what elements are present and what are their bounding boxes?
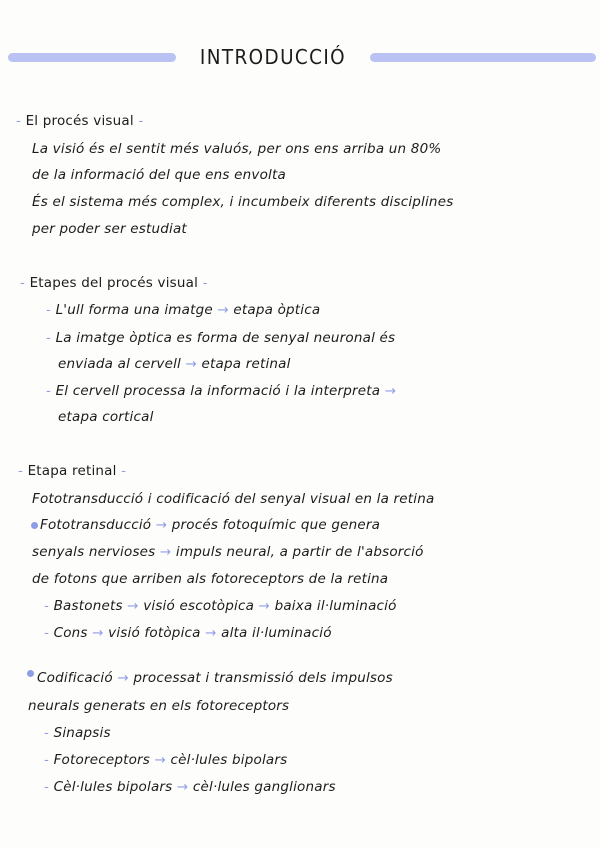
arrow-icon: → — [87, 625, 109, 641]
text-line — [40, 516, 380, 534]
text-line: Fototransducció i codificació del senyal visual en la retina — [32, 491, 435, 507]
section-header-proces — [16, 112, 143, 130]
section-header-retinal — [18, 462, 126, 480]
header-text: Etapa retinal — [27, 463, 117, 479]
arrow-icon: → — [172, 779, 193, 795]
bullet-dot-icon — [27, 670, 34, 677]
item-text: El cervell processa la informació i la interpreta — [55, 383, 381, 399]
text-line: neurals generats en els fotoreceptors — [28, 698, 290, 714]
item-text: Cèl·lules bipolars — [53, 779, 173, 795]
arrow-icon: → — [254, 598, 275, 614]
list-item — [44, 751, 287, 769]
dash-mark: - — [46, 330, 56, 346]
list-item — [46, 382, 396, 400]
dash-mark: - — [44, 752, 54, 768]
text-line: de fotons que arriben als fotoreceptors de la retina — [32, 571, 389, 587]
dash-mark: - — [46, 302, 56, 318]
bullet-dot-icon — [31, 522, 38, 529]
item-text: etapa òptica — [233, 302, 321, 318]
header-text: Etapes del procés visual — [29, 275, 199, 291]
list-item-continued: etapa cortical — [58, 409, 154, 425]
list-item — [44, 624, 332, 642]
arrow-icon: → — [200, 625, 222, 641]
item-text: visió fotòpica — [108, 625, 201, 641]
item-text: Bastonets — [53, 598, 123, 614]
dash-mark: - — [133, 113, 144, 129]
list-item — [46, 329, 395, 347]
text-line: La visió és el sentit més valuós, per ons ens arriba un 80% — [32, 141, 442, 157]
arrow-icon: → — [112, 670, 134, 686]
dash-mark: - — [46, 383, 56, 399]
item-text: senyals nervioses — [32, 544, 156, 560]
title-underline-right — [370, 53, 596, 62]
item-text: cèl·lules bipolars — [170, 752, 288, 768]
dash-mark: - — [20, 275, 30, 291]
item-text: etapa retinal — [201, 356, 291, 372]
item-text: Sinapsis — [53, 725, 111, 741]
arrow-icon: → — [380, 383, 397, 399]
header-text: El procés visual — [25, 113, 134, 129]
text-line — [32, 543, 424, 561]
text-line — [37, 669, 393, 687]
dash-mark: - — [198, 275, 208, 291]
item-text: Cons — [53, 625, 88, 641]
item-text: enviada al cervell — [58, 356, 181, 372]
item-text: L'ull forma una imatge — [55, 302, 213, 318]
arrow-icon: → — [181, 356, 202, 372]
dash-mark: - — [116, 463, 127, 479]
arrow-icon: → — [122, 598, 144, 614]
item-text: impuls neural, a partir de l'absorció — [175, 544, 424, 560]
dash-mark: - — [44, 625, 54, 641]
section-header-etapes — [20, 274, 208, 292]
item-text: visió escotòpica — [143, 598, 255, 614]
list-item — [46, 301, 320, 319]
item-text: alta il·luminació — [221, 625, 332, 641]
dash-mark: - — [44, 725, 54, 741]
arrow-icon: → — [150, 752, 171, 768]
arrow-icon: → — [155, 544, 176, 560]
title-underline-left — [8, 53, 176, 62]
page-title: INTRODUCCIÓ — [199, 45, 347, 69]
arrow-icon: → — [212, 302, 234, 318]
text-line: per poder ser estudiat — [32, 221, 187, 237]
item-text: baixa il·luminació — [274, 598, 397, 614]
text-line: de la informació del que ens envolta — [32, 167, 286, 183]
dash-mark: - — [44, 779, 54, 795]
dash-mark: - — [16, 113, 26, 129]
text-line: És el sistema més complex, i incumbeix diferents disciplines — [32, 194, 454, 210]
list-item-continued — [58, 355, 291, 373]
list-item — [44, 724, 111, 742]
item-text: processat i transmissió dels impulsos — [133, 670, 393, 686]
item-text: cèl·lules ganglionars — [192, 779, 336, 795]
dash-mark: - — [44, 598, 54, 614]
item-text: Codificació — [37, 670, 113, 686]
item-text: Fototransducció — [40, 517, 152, 533]
dash-mark: - — [18, 463, 28, 479]
item-text: procés fotoquímic que genera — [171, 517, 381, 533]
item-text: Fotoreceptors — [53, 752, 151, 768]
list-item — [44, 597, 397, 615]
item-text: La imatge òptica es forma de senyal neuronal és — [55, 330, 396, 346]
list-item — [44, 778, 336, 796]
arrow-icon: → — [151, 517, 172, 533]
